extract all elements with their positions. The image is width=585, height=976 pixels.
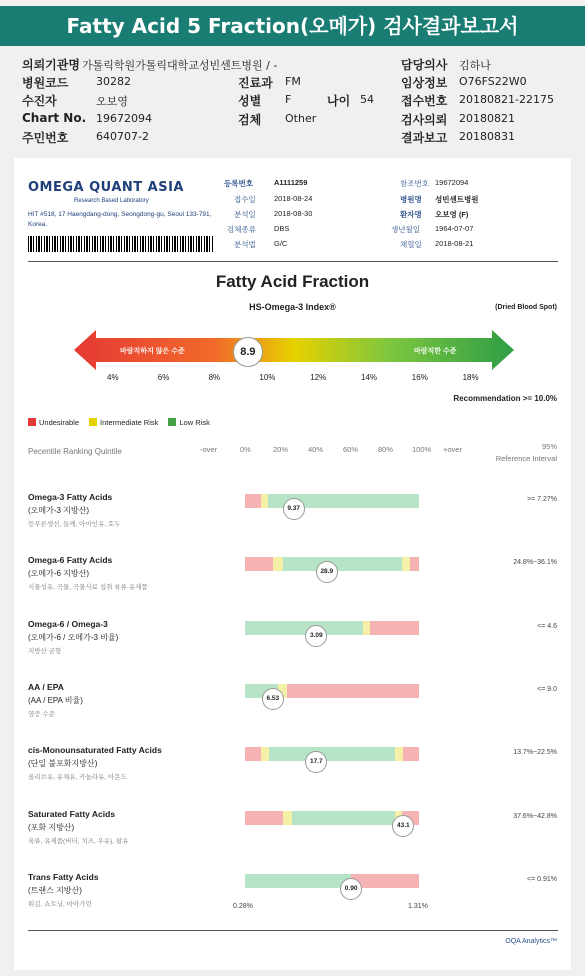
index-tick: 4% — [107, 373, 119, 382]
dob-label: 생년월일 — [391, 225, 420, 234]
reference-range: >= 7.27% — [527, 496, 557, 503]
recv-value: 2018-08-24 — [274, 194, 313, 203]
dept-label: 진료과 — [238, 76, 273, 90]
reg-label: 등록번호 — [224, 179, 253, 188]
footer-brand: OQA Analytics™ — [505, 938, 557, 945]
id-label: 주민번호 — [22, 131, 69, 145]
bar-segment-red — [245, 557, 273, 571]
reference-range: 13.7%~22.5% — [513, 749, 557, 757]
legend-item — [89, 418, 158, 427]
quintile-tick: 100% — [412, 445, 432, 454]
bar-segment-yellow — [283, 811, 292, 825]
chart-value: 19672094 — [96, 112, 152, 125]
percentile-bar — [245, 621, 419, 639]
bar-segment-red — [403, 747, 419, 761]
reference-range: 24.8%~36.1% — [513, 559, 557, 567]
bar-segment-yellow — [261, 747, 270, 761]
specimen-value: Other — [285, 112, 317, 125]
lab-report — [14, 158, 571, 970]
anal-label: 분석일 — [234, 210, 256, 219]
fatty-acid-sources: 등푸른생선, 들깨, 아마인유, 호두 — [28, 521, 121, 528]
fatty-acid-sources: 올리브유, 유채유, 카놀라유, 아몬드 — [28, 774, 127, 782]
fatty-acid-title: Trans Fatty Acids — [28, 871, 99, 882]
hosp-label: 병원명 — [400, 195, 422, 204]
trans-min-label: 0.28% — [233, 903, 253, 910]
bar-segment-red — [245, 811, 283, 825]
desirable-level-label: 바람직한 수준 — [414, 348, 457, 355]
percentile-bar — [245, 557, 419, 576]
clinical-label: 임상정보 — [401, 76, 448, 90]
recommendation: Recommendation >= 10.0% — [453, 394, 557, 403]
bar-segment-yellow — [395, 747, 404, 761]
legend-item — [28, 418, 79, 427]
reg-value: A1111259 — [274, 178, 308, 187]
quintile-tick: 60% — [343, 445, 359, 454]
recv-label: 접수일 — [234, 195, 256, 204]
institution-label: 의뢰기관명 — [22, 58, 80, 72]
accession-value: 20180821-22175 — [459, 93, 554, 106]
patient-label: 수진자 — [22, 94, 57, 108]
legend-swatch — [168, 418, 176, 426]
quintile-tick: 20% — [273, 445, 289, 454]
fatty-acid-title: Omega-6 Fatty Acids — [28, 555, 113, 566]
bottom-divider — [28, 930, 558, 931]
legend-label: Intermediate Risk — [100, 418, 159, 427]
type-label: 검체종류 — [227, 225, 256, 234]
institution-value: 가톨릭학원가톨릭대학교성빈센트병원 / - — [82, 59, 278, 72]
value-marker: 43.1 — [392, 815, 414, 837]
value-marker: 6.53 — [262, 688, 284, 710]
age-value: 54 — [360, 93, 374, 106]
bar-segment-green — [292, 811, 395, 825]
id-value: 640707-2 — [96, 130, 149, 143]
dried-blood-label: (Dried Blood Spot) — [495, 304, 557, 311]
doctor-label: 담당의사 — [401, 58, 448, 72]
patient-value: 오보영 — [96, 95, 128, 108]
value-marker: 17.7 — [305, 751, 327, 773]
fatty-acid-subtitle: (오메가-6 지방산) — [28, 569, 90, 579]
clinical-value: O76FS22W0 — [459, 75, 527, 88]
legend-label: Undesirable — [39, 418, 80, 427]
type-value: DBS — [274, 224, 290, 233]
method-label: 분석법 — [234, 240, 256, 249]
fatty-acid-subtitle: (단일 불포화지방산) — [28, 759, 98, 769]
fatty-acid-title: Omega-6 / Omega-3 — [28, 618, 108, 629]
hosp-value: 성빈센트병원 — [435, 195, 479, 204]
quintile-tick: 40% — [308, 445, 324, 454]
percentile-bar — [245, 494, 419, 512]
index-tick: 12% — [310, 373, 327, 382]
fatty-acid-sources: 육류, 유제품(버터, 치즈, 우유), 팜유 — [28, 837, 129, 845]
sex-value: F — [285, 93, 292, 106]
index-title: HS-Omega-3 Index® — [249, 302, 336, 312]
pname-label: 환자명 — [400, 210, 422, 219]
ref-label: 참조번호 — [400, 179, 429, 188]
request-label: 검사의뢰 — [401, 113, 448, 127]
bar-segment-green — [269, 747, 394, 761]
reference-range: <= 0.91% — [527, 875, 557, 883]
percentile-bar — [245, 747, 419, 766]
section-title: Fatty Acid Fraction — [215, 272, 370, 291]
fatty-acid-subtitle: (포화 지방산) — [28, 822, 75, 832]
fatty-acid-sources: 튀김, 쇼트닝, 마아가린 — [28, 900, 92, 908]
report-title: Fatty Acid 5 Fraction(오메가) 검사결과보고서 — [0, 6, 585, 46]
quintile-tick: 80% — [378, 445, 394, 454]
bar-segment-red — [287, 684, 419, 698]
bar-segment-red — [370, 621, 419, 635]
dept-value: FM — [285, 75, 301, 88]
fatty-acid-subtitle: (트랜스 지방산) — [28, 885, 82, 895]
bar-segment-yellow — [363, 621, 370, 635]
fatty-acid-sources: 지방산 균형 — [28, 647, 62, 655]
ref-value: 19672094 — [435, 178, 469, 187]
index-tick: 10% — [259, 373, 276, 382]
legend-item — [168, 418, 209, 427]
fatty-acid-subtitle: (오메가-6 / 오메가-3 비율) — [28, 632, 119, 642]
quintile-tick: +over — [443, 445, 462, 454]
value-marker: 3.09 — [305, 625, 327, 647]
bar-segment-green — [245, 621, 363, 635]
pname-value: 오보영 (F) — [435, 210, 469, 219]
index-tick: 16% — [411, 373, 428, 382]
result-value: 20180831 — [459, 130, 515, 143]
legend-swatch — [28, 418, 36, 426]
bar-segment-yellow — [402, 557, 411, 571]
percentile-bar — [245, 811, 419, 829]
hospital-code-label: 병원코드 — [22, 76, 69, 90]
doctor-value: 김하나 — [459, 59, 491, 72]
index-tick: 14% — [361, 373, 378, 382]
value-marker: 9.37 — [283, 498, 305, 520]
fatty-acid-title: Saturated Fatty Acids — [28, 808, 116, 819]
omega-index-value: 8.9 — [233, 337, 263, 367]
hospital-code-value: 30282 — [96, 75, 131, 88]
legend-label: Low Risk — [179, 418, 210, 427]
fatty-acid-title: cis-Monounsaturated Fatty Acids — [28, 745, 162, 756]
method-value: G/C — [274, 239, 288, 248]
value-marker: 0.90 — [340, 878, 362, 900]
age-label: 나이 — [327, 94, 351, 108]
fatty-acid-title: AA / EPA — [28, 681, 64, 692]
reference-range: 37.6%~42.8% — [513, 812, 557, 820]
specimen-label: 검체 — [238, 113, 262, 127]
lab-logo: OMEGA QUANT ASIA — [28, 180, 184, 195]
bar-segment-green — [245, 874, 351, 888]
draw-label: 채혈일 — [400, 240, 422, 249]
reference-range: <= 9.0 — [537, 685, 557, 693]
quintile-tick: -over — [200, 445, 218, 454]
barcode — [28, 236, 214, 252]
accession-label: 접수번호 — [401, 94, 448, 108]
quintile-tick: 0% — [240, 445, 251, 454]
fatty-acid-subtitle: (오메가-3 지방산) — [28, 506, 90, 515]
percentile-bar — [245, 684, 419, 702]
fatty-acid-title: Omega-3 Fatty Acids — [28, 492, 113, 502]
patient-info — [0, 52, 585, 152]
fatty-acid-sources: 식물성유, 곡물, 곡물사료 섭취 육류·유제품 — [28, 584, 148, 592]
reference-95: 95% — [541, 442, 557, 451]
percentile-bar — [245, 874, 419, 892]
bar-segment-red — [245, 747, 261, 761]
undesirable-level-label: 바람직하지 않은 수준 — [120, 348, 185, 355]
bar-segment-red — [245, 494, 261, 508]
draw-value: 2018-08-21 — [435, 239, 474, 248]
chart-label: Chart No. — [22, 111, 87, 125]
risk-legend — [28, 418, 220, 427]
value-marker: 28.9 — [316, 561, 338, 583]
bar-segment-green — [283, 557, 401, 571]
index-tick: 18% — [462, 373, 479, 382]
result-label: 결과보고 — [401, 131, 448, 145]
fatty-acid-subtitle: (AA / EPA 비율) — [28, 695, 83, 705]
dob-value: 1964-07-07 — [435, 224, 474, 233]
bar-segment-red — [410, 557, 419, 571]
request-value: 20180821 — [459, 112, 515, 125]
lab-address: HIT #518, 17 Haengdang-dong, Seongdong-gu, Seoul 133-791, Korea. — [28, 211, 212, 228]
trans-max-label: 1.31% — [408, 903, 428, 910]
fatty-acid-sources: 염증 수준 — [28, 710, 55, 718]
reference-interval-label: Reference Interval — [495, 454, 557, 463]
top-divider — [28, 261, 558, 262]
legend-swatch — [89, 418, 97, 426]
anal-value: 2018-08-30 — [274, 209, 313, 218]
bar-segment-yellow — [273, 557, 283, 571]
reference-range: <= 4.6 — [537, 622, 557, 630]
bar-segment-yellow — [261, 494, 268, 508]
lab-tagline: Research Based Laboratory — [74, 198, 149, 204]
index-tick: 8% — [208, 373, 221, 382]
index-tick: 6% — [157, 373, 170, 382]
quintile-label: Pecentile Ranking Quintile — [28, 447, 122, 456]
sex-label: 성별 — [238, 94, 262, 108]
